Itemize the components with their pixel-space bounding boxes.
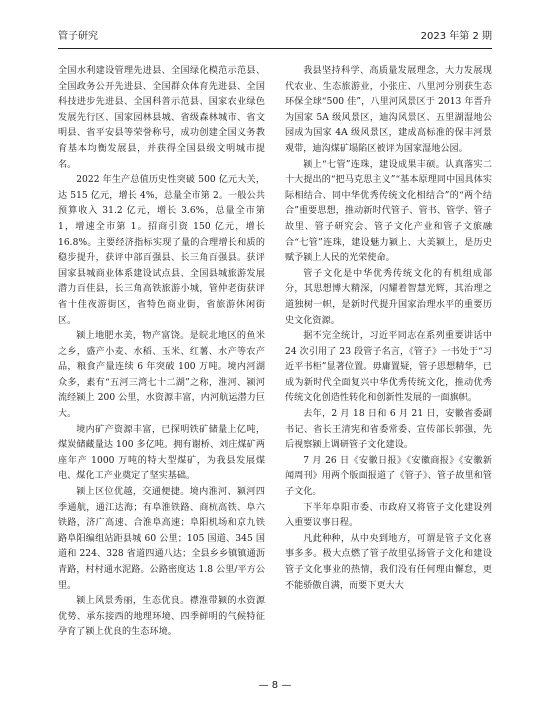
paragraph: 全国水利建设管理先进县、全国绿化模范示范县、全国政务公开先进县、全国群众体育先进县、全国科技进步先进县、全国科普示范县、国家农业绿色发展先行区、国家园林县城、省级森林城市、省文明县、省平安县等荣誉称号，成功创建全国义务教育基本均衡发展县，并获得全国县级文明城市提名。 [58, 66, 265, 170]
page-number: — 8 — [258, 680, 292, 691]
paragraph: 管子文化是中华优秀传统文化的有机组成部分，其思想博大精深，闪耀着智慧光辉，其治理之道独树一帜，是新时代提升国家治理水平的重要历史文化资源。 [285, 268, 492, 326]
journal-name: 管子研究 [58, 31, 98, 42]
right-column [285, 64, 492, 594]
paragraph: 据不完全统计，习近平同志在系列重要讲话中 24 次引用了 23 段管子名言，《管子》一书处于“习近平书柜”显著位置。毋庸置疑，管子思想精华，已成为新时代全面复兴中华优秀传统文化，推动优秀传统文化创造性转化和创新性发展的一面旗帜。 [285, 331, 492, 404]
page-header [58, 28, 492, 49]
paragraph: 颍上区位优越，交通便捷。境内淮河、颍河四季通航，通江达海；有阜淮铁路、商杭高铁、阜六铁路，济广高速、合淮阜高速；阜阳机场和京九铁路阜阳编组站距县城 60 公里；105 国道、345 国道和 224、328 省道四通八达；全县乡乡镇镇通沥青路，村村通水泥路。公路密度达 1.8 公里/平方公里。 [58, 487, 265, 591]
paragraph: 7 月 26 日《安徽日报》《安徽商报》《安徽新闻周刊》用两个版面报道了《管子》、管子故里和管子文化。 [285, 455, 492, 498]
paragraph: 我县坚持科学、高质量发展理念，大力发展现代农业、生态旅游业，小张庄、八里河分别获生态环保全球“500 佳”，八里河风景区于 2013 年晋升为国家 5A 级风景区，迪沟风景区、五里湖湿地公园成为国家 4A 级风景区，建成高标准的保丰河景观带，迪沟煤矿塌陷区被评为国家湿地公园。 [285, 66, 492, 154]
paragraph: 2022 年生产总值历史性突破 500 亿元大关，达 515 亿元，增长 4%，总量全市第 2。一般公共预算收入 31.2 亿元，增长 3.6%，总量全市第 1，增速全市第 1。招商引资 150 亿元，增长 16.8%。主要经济指标实现了量的合理增长和质的稳步提升，获评中部百强县、长三角百强县。获评国家县城商业体系建设试点县、全国县城旅游发展潜力百佳县，长三角高铁旅游小城，管仲老街获评省十佳夜游街区，省特色商业街，省旅游休闲街区。 [58, 175, 265, 326]
issue-label: 2023 年第 2 期 [420, 31, 492, 42]
paragraph: 颍上风景秀丽，生态优良。襟淮带颍的水资源优势、承东接西的地理环境、四季鲜明的气候特征孕育了颍上优良的生态环境。 [58, 596, 265, 638]
paragraph: 下半年阜阳市委、市政府又将管子文化建设列入重要议事日程。 [285, 502, 492, 529]
paragraph: 去年，2 月 18 日和 6 月 21 日，安徽省委副书记、省长王清宪和省委常委、宣传部长郭强，先后视察颍上调研管子文化建设。 [285, 409, 492, 451]
paragraph: 境内矿产资源丰富，已探明铁矿储量上亿吨，煤炭储藏量达 100 多亿吨。拥有谢桥、刘庄煤矿两座年产 1000 万吨的特大型煤矿，为我县发展煤电、煤化工产业奠定了坚实基础。 [58, 424, 265, 482]
paragraph: 凡此种种，从中央到地方，可谓是管子文化喜事多多。极大点燃了管子故里弘扬管子文化和建设管子文化事业的热情，我们没有任何理由懈怠，更不能骄傲自满，而要下更大大 [285, 533, 492, 591]
paragraph: 颍上“七管”连珠，建设成果丰硕。认真落实二十大提出的“把马克思主义”“基本原理同中国具体实际相结合、同中华优秀传统文化相结合”的“两个结合”重要思想，推动新时代管子、管书、管学、管子故里、管子研究会、管子文化产业和管子文旅融合“七管”连珠，建设魅力颍上、大美颍上，是历史赋予颍上人民的光荣使命。 [285, 159, 492, 264]
paragraph: 颍上地肥水美，物产富饶。是皖北地区的鱼米之乡，盛产小麦、水稻、玉米、红薯、水产等农产品，粮食产量连续 6 年突破 100 万吨。境内河湖众多，素有“五河三湾七十二湖”之称，淮河、颍河流经颍上 200 公里，水资源丰富，内河航运潜力巨大。 [58, 331, 265, 420]
left-column [58, 64, 265, 641]
